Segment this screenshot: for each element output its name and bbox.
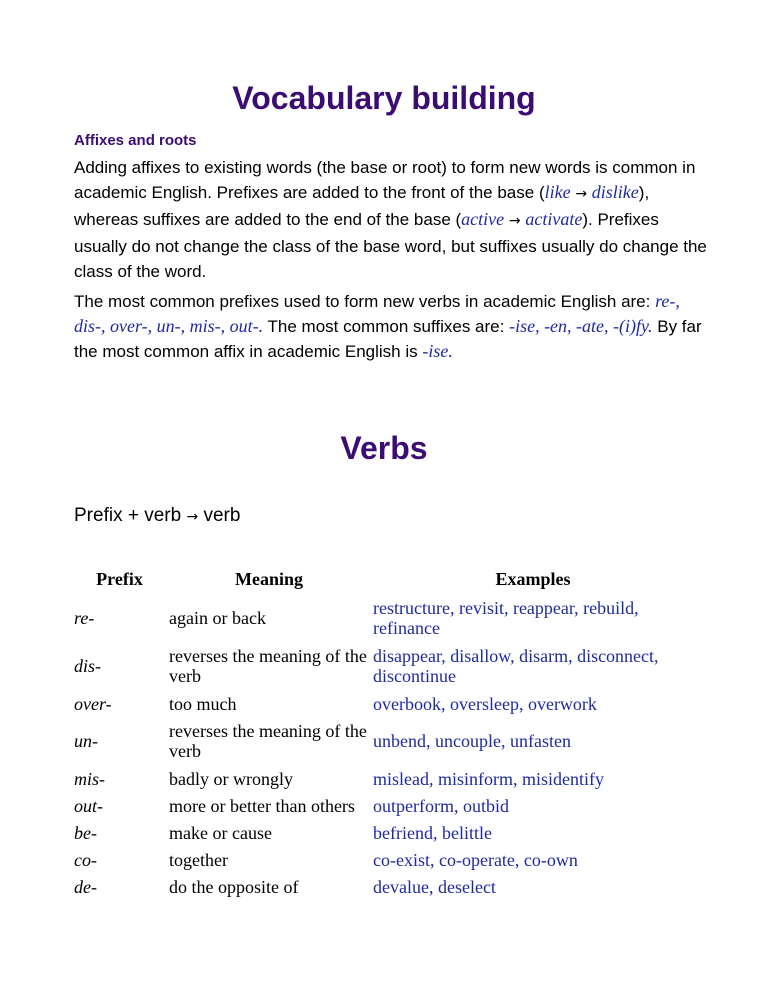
meaning-cell: more or better than others <box>169 795 355 816</box>
prefix-cell: de- <box>74 876 97 897</box>
examples-cell: outperform, outbid <box>373 795 509 816</box>
section-subtitle: Affixes and roots <box>74 132 197 149</box>
examples-cell: befriend, belittle <box>373 822 492 843</box>
examples-cell: mislead, misinform, misidentify <box>373 768 604 789</box>
prefix-cell: over- <box>74 693 112 714</box>
most-common-affix: -ise. <box>422 341 453 361</box>
page-title: Vocabulary building <box>232 80 536 116</box>
prefix-cell: be- <box>74 822 97 843</box>
table-header-row <box>72 568 695 594</box>
prefix-list: re-, dis-, over-, un-, mis-, out-. <box>74 291 680 336</box>
arrow-icon: → <box>186 509 199 525</box>
paragraph-text: The most common prefixes used to form new verbs in academic English are: <box>74 292 656 311</box>
paragraph-text: ), whereas suffixes are added to the end of the base ( <box>74 183 650 229</box>
examples-cell: disappear, disallow, disarm, disconnect, discontinue <box>373 646 659 686</box>
meaning-cell: badly or wrongly <box>169 768 293 789</box>
meaning-cell: again or back <box>169 608 266 628</box>
prefix-cell: mis- <box>74 768 105 789</box>
prefix-cell: out- <box>74 795 103 816</box>
table-row <box>72 594 695 642</box>
verbs-title: Verbs <box>340 430 428 466</box>
meaning-cell: reverses the meaning of the verb <box>169 646 367 686</box>
meaning-cell: too much <box>169 693 237 714</box>
formula-heading <box>74 505 240 527</box>
meaning-cell: do the opposite of <box>169 876 299 897</box>
column-header-examples: Examples <box>495 568 571 589</box>
examples-cell: unbend, uncouple, unfasten <box>373 731 571 751</box>
prefix-cell: re- <box>74 608 95 628</box>
formula-left: Prefix + verb <box>74 505 182 526</box>
prefix-cell: dis- <box>74 656 101 676</box>
paragraph-text: ). Prefixes usually do not change the class of the base word, but suffixes usually do change the class of the word. <box>74 210 707 281</box>
common-affixes-paragraph <box>74 289 714 364</box>
table-row <box>72 792 695 819</box>
paragraph-text: The most common suffixes are: <box>263 317 510 336</box>
formula-right: verb <box>203 505 241 526</box>
meaning-cell: reverses the meaning of the verb <box>169 721 367 761</box>
table-row <box>72 846 695 873</box>
prefix-cell: un- <box>74 731 98 751</box>
prefix-cell: co- <box>74 849 97 870</box>
paragraph-text: By far the most common affix in academic English is <box>74 317 702 361</box>
meaning-cell: make or cause <box>169 822 272 843</box>
column-header-meaning: Meaning <box>234 568 303 589</box>
examples-cell: devalue, deselect <box>373 876 496 897</box>
table-row <box>72 690 695 717</box>
table-row <box>72 717 695 765</box>
examples-cell: co-exist, co-operate, co-own <box>373 849 578 870</box>
example-word: dislike <box>591 182 639 202</box>
table-row <box>72 819 695 846</box>
example-word: like <box>544 182 571 202</box>
arrow-icon: → <box>508 213 521 229</box>
table-row <box>72 765 695 792</box>
examples-cell: restructure, revisit, reappear, rebuild, refinance <box>373 598 639 638</box>
examples-cell: overbook, oversleep, overwork <box>373 693 597 714</box>
prefix-table <box>72 568 695 900</box>
paragraph-text: Adding affixes to existing words (the base or root) to form new words is common in academic English. Prefixes are added to the front of the base ( <box>74 158 696 202</box>
example-word: active <box>461 209 505 229</box>
table-row <box>72 642 695 690</box>
suffix-list: -ise, -en, -ate, -(i)fy. <box>509 316 653 336</box>
table-row <box>72 873 695 900</box>
arrow-icon: → <box>575 186 588 202</box>
example-word: activate <box>525 209 583 229</box>
affixes-paragraph <box>74 155 714 284</box>
meaning-cell: together <box>169 849 228 870</box>
column-header-prefix: Prefix <box>96 568 143 589</box>
